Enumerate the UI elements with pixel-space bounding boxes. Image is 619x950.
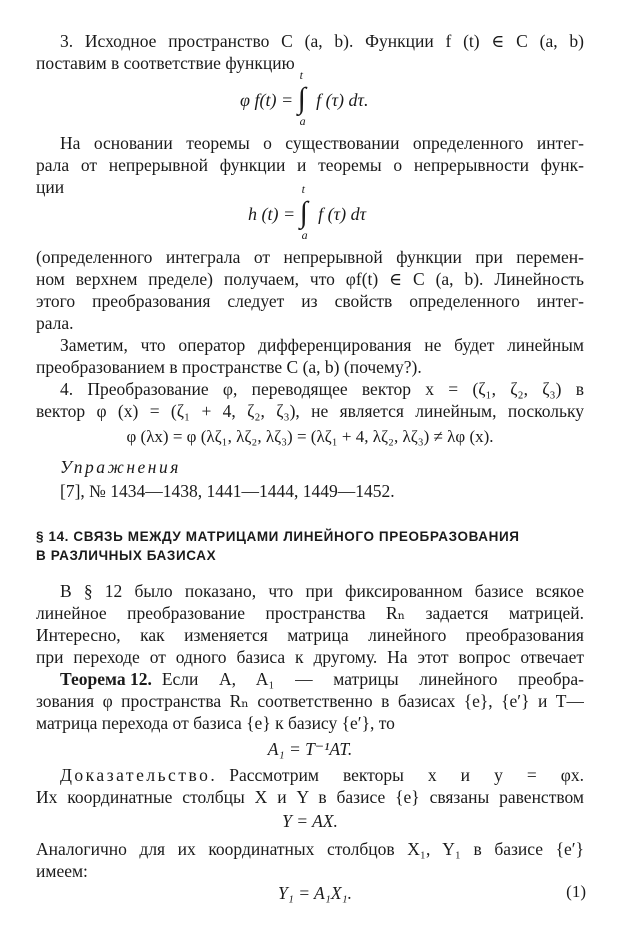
text-line-26: Их координатные столбцы X и Y в базисе {e} связаны равенством xyxy=(36,787,584,807)
theorem-line xyxy=(60,668,584,690)
exercises-list: [7], № 1434—1438, 1441—1444, 1449—1452. xyxy=(60,481,395,501)
integral-lower-limit: a xyxy=(301,228,308,242)
integral-sign: ∫ t a xyxy=(297,68,306,128)
theorem-title: Теорема 12. xyxy=(60,669,152,689)
integral-upper-limit: t xyxy=(301,182,305,196)
formula-y1: Y₁ = A₁X₁. xyxy=(278,883,352,903)
text-line-9: рала. xyxy=(36,313,74,333)
text-line-6: (определенного интеграла от непрерывной функции при перемен- xyxy=(36,247,584,267)
formula-integrand: f (τ) dτ. xyxy=(316,90,369,111)
integral-sign: ∫ t a xyxy=(299,182,308,242)
text-line-2: поставим в соответствие функцию xyxy=(36,53,295,73)
formula-phi-integral xyxy=(240,68,369,128)
integral-lower-limit: a xyxy=(299,114,306,128)
text-line-28: Аналогично для их координатных столбцов X₁, Y₁ в базисе {e′} xyxy=(36,839,584,859)
equation-number: (1) xyxy=(566,882,586,901)
section-heading-line-2: В РАЗЛИЧНЫХ БАЗИСАХ xyxy=(36,548,217,563)
formula-theorem: A₁ = T⁻¹AT. xyxy=(267,739,353,759)
text-line-18: линейное преобразование пространства Rₙ задается матрицей. xyxy=(36,603,584,623)
proof-line xyxy=(60,764,584,786)
text-line-20: при переходе от одного базиса к другому. На этот вопрос отвечает xyxy=(36,647,584,667)
formula-lhs: φ f(t) = xyxy=(240,90,294,111)
text-line-13: вектор φ (x) = (ζ₁ + 4, ζ₂, ζ₃), не является линейным, поскольку xyxy=(36,401,584,421)
formula-h-integral xyxy=(248,182,367,242)
formula-integrand: f (τ) dτ xyxy=(318,204,367,225)
theorem-text: Если A, A₁ — матрицы линейного преобра- xyxy=(161,669,584,689)
text-line-7: ном верхнем пределе) получаем, что φf(t) ∈ C (a, b). Линейность xyxy=(36,269,584,289)
formula-nonlinear: φ (λx) = φ (λζ₁, λζ₂, λζ₃) = (λζ₁ + 4, λζ₂, λζ₃) ≠ λφ (x). xyxy=(126,427,494,446)
text-line-22: зования φ пространства Rₙ соответственно в базисах {e}, {e′} и T— xyxy=(36,691,584,711)
text-line-3: На основании теоремы о существовании определенного интег- xyxy=(60,133,584,153)
text-line-12: 4. Преобразование φ, переводящее вектор x = (ζ₁, ζ₂, ζ₃) в xyxy=(60,379,584,399)
section-heading-line-1: § 14. СВЯЗЬ МЕЖДУ МАТРИЦАМИ ЛИНЕЙНОГО ПРЕОБРАЗОВАНИЯ xyxy=(36,529,520,544)
text-line-11: преобразованием в пространстве C (a, b) (почему?). xyxy=(36,357,422,377)
text-line-29: имеем: xyxy=(36,861,88,881)
text-line-17: В § 12 было показано, что при фиксированном базисе всякое xyxy=(60,581,584,601)
formula-y-ax: Y = AX. xyxy=(282,811,338,831)
exercises-label: Упражнения xyxy=(60,457,181,477)
text-line-4: рала от непрерывной функции и теоремы о непрерывности функ- xyxy=(36,155,584,175)
formula-lhs: h (t) = xyxy=(248,204,296,225)
proof-label: Доказательство. xyxy=(60,765,218,785)
text-line-5: ции xyxy=(36,177,65,197)
proof-text: Рассмотрим векторы x и y = φx. xyxy=(229,765,584,785)
integral-upper-limit: t xyxy=(299,68,303,82)
text-line-23: матрица перехода от базиса {e} к базису {e′}, то xyxy=(36,713,395,733)
text-line-8: этого преобразования следует из свойств определенного интег- xyxy=(36,291,584,311)
text-line-19: Интересно, как изменяется матрица линейного преобразования xyxy=(36,625,584,645)
text-line-1: 3. Исходное пространство C (a, b). Функции f (t) ∈ C (a, b) xyxy=(60,31,584,51)
text-line-10: Заметим, что оператор дифференцирования не будет линейным xyxy=(60,335,584,355)
